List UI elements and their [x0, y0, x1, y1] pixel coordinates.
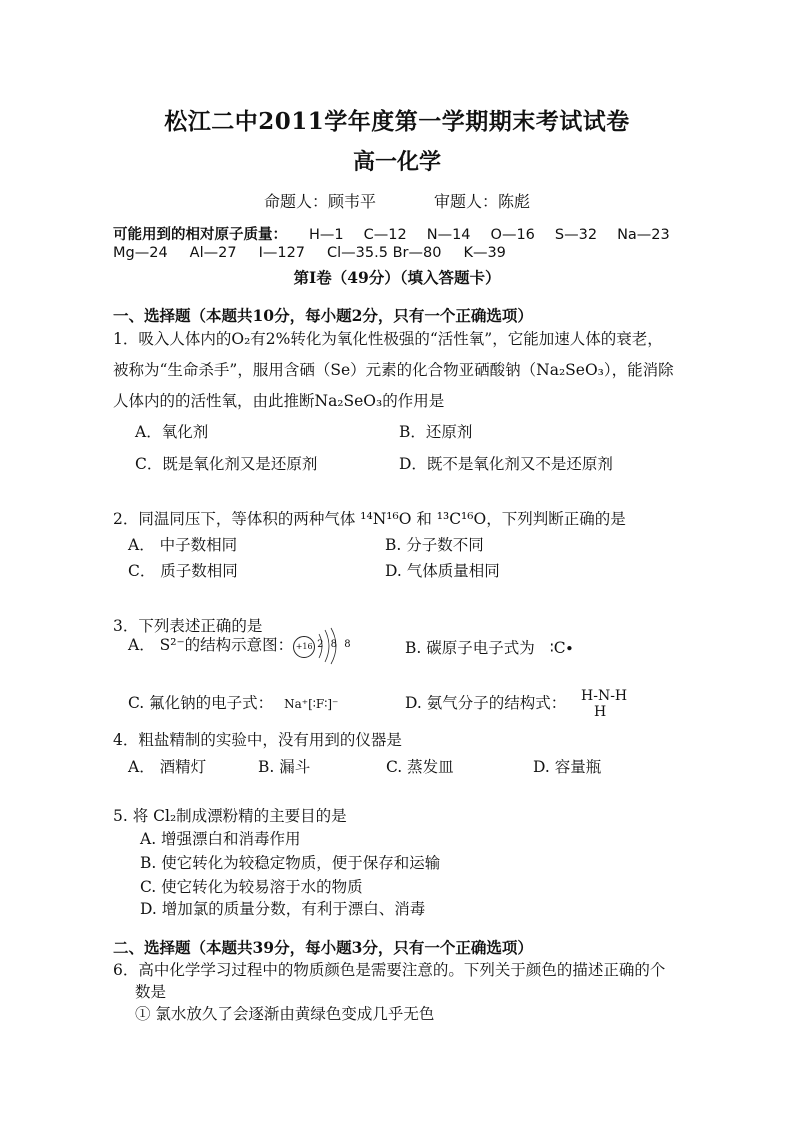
- q5-option-b: B. 使它转化为较稳定物质，便于保存和运输: [140, 854, 441, 872]
- q2-option-c: C． 质子数相同: [128, 562, 238, 580]
- atomic-mass: Al—27: [189, 245, 237, 261]
- q3-stem: 3．下列表述正确的是: [113, 617, 263, 635]
- q3-option-a: [128, 626, 353, 666]
- q4-option-b: B. 漏斗: [258, 758, 311, 776]
- q2-stem: 2．同温同压下，等体积的两种气体 ¹⁴N¹⁶O 和 ¹³C¹⁶O，下列判断正确的是: [113, 510, 626, 528]
- atomic-masses-label: 可能用到的相对原子质量：: [113, 227, 287, 243]
- q5-option-c: C. 使它转化为较易溶于水的物质: [140, 878, 363, 896]
- ammonia-structure-formula: [581, 688, 627, 720]
- q1-option-c: C．既是氧化剂又是还原剂: [135, 455, 318, 473]
- q6-line-1: 6．高中化学学习过程中的物质颜色是需要注意的。下列关于颜色的描述正确的个: [113, 961, 666, 979]
- q5-option-a: A. 增强漂白和消毒作用: [140, 830, 301, 848]
- q1-option-a: A．氧化剂: [135, 423, 209, 441]
- q4-stem: 4．粗盐精制的实验中，没有用到的仪器是: [113, 731, 402, 749]
- atomic-mass: Cl—35.5 Br—80: [327, 245, 442, 261]
- atomic-mass: K—39: [463, 245, 506, 261]
- atomic-masses-line-2: [113, 245, 528, 261]
- q1-option-d: D．既不是氧化剂又不是还原剂: [399, 455, 613, 473]
- q2-option-d: D. 气体质量相同: [385, 562, 500, 580]
- q3-option-d: [405, 691, 566, 713]
- atomic-mass: N—14: [426, 227, 471, 243]
- q1-option-b: B．还原剂: [399, 423, 473, 441]
- carbon-electron-formula: ∶C∙: [549, 639, 574, 657]
- atomic-masses-line-1: [113, 223, 690, 244]
- atomic-mass: S—32: [554, 227, 598, 243]
- q1-line-2: 被称为“生命杀手”，服用含硒（Se）元素的化合物亚硒酸钠（Na₂SeO₃），能消除: [113, 361, 674, 379]
- atomic-mass: O—16: [490, 227, 535, 243]
- atomic-mass: Na—23: [617, 227, 670, 243]
- q3-option-b-label: B. 碳原子电子式为: [405, 639, 535, 657]
- q5-option-d: D. 增加氯的质量分数，有利于漂白、消毒: [140, 900, 426, 918]
- ammonia-formula-bottom: H: [593, 704, 607, 720]
- atomic-mass: H—1: [309, 227, 344, 243]
- q5-stem: 5. 将 Cl₂制成漂粉精的主要目的是: [113, 807, 347, 825]
- exam-subtitle: 高一化学: [352, 149, 441, 175]
- exam-title: 松江二中2011学年度第一学期期末考试试卷: [164, 108, 630, 135]
- q3-option-a-label: A． S²⁻的结构示意图：: [128, 636, 294, 654]
- section-1-heading: 一、选择题（本题共10分，每小题2分，只有一个正确选项）: [113, 306, 533, 325]
- q1-line-1: 1．吸入人体内的O₂有2%转化为氧化性极强的“活性氧”，它能加速人体的衰老，: [113, 330, 663, 348]
- sulfide-ion-structure-diagram: [293, 626, 353, 666]
- q4-option-a: A． 酒精灯: [128, 758, 207, 776]
- q1-line-3: 人体内的的活性氧，由此推断Na₂SeO₃的作用是: [113, 392, 445, 410]
- q6-item-1: ① 氯水放久了会逐渐由黄绿色变成几乎无色: [135, 1005, 435, 1023]
- atomic-mass: I—127: [258, 245, 306, 261]
- nucleus-charge: +16: [293, 636, 315, 658]
- q3-option-c: [128, 691, 338, 713]
- q4-option-d: D. 容量瓶: [533, 758, 602, 776]
- q6-line-2: 数是: [135, 983, 167, 1001]
- author: 命题人：顾韦平: [263, 192, 376, 211]
- ammonia-formula-top: H-N-H: [581, 688, 628, 704]
- q3-option-c-label: C. 氟化钠的电子式：: [128, 694, 274, 712]
- q3-option-b: [405, 636, 573, 658]
- atomic-mass: C—12: [363, 227, 407, 243]
- shell-electrons: 2 8 8: [317, 639, 353, 650]
- q4-option-c: C. 蒸发皿: [386, 758, 454, 776]
- sodium-fluoride-electron-formula: Na⁺[∶F∶]⁻: [284, 697, 339, 711]
- q2-option-a: A． 中子数相同: [128, 536, 238, 554]
- q2-option-b: B. 分子数不同: [385, 536, 484, 554]
- author-line: [0, 189, 794, 212]
- q3-option-d-label: D. 氨气分子的结构式：: [405, 694, 567, 712]
- section-2-heading: 二、选择题（本题共39分，每小题3分，只有一个正确选项）: [113, 938, 533, 957]
- volume-heading: 第Ⅰ卷（49分）（填入答题卡）: [293, 268, 501, 287]
- reviewer: 审题人：陈彪: [434, 192, 531, 211]
- atomic-mass: Mg—24: [113, 245, 168, 261]
